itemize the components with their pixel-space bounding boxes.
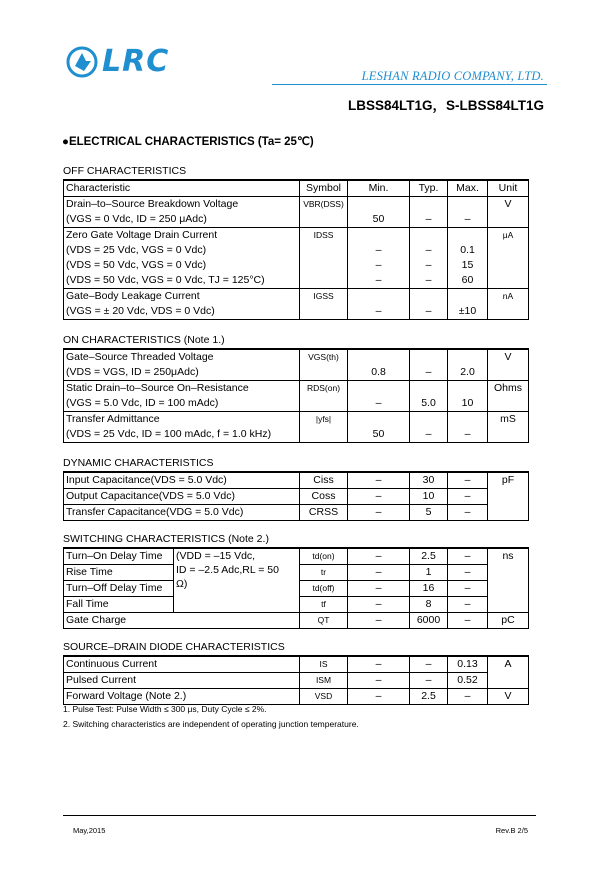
source-drain-heading: SOURCE–DRAIN DIODE CHARACTERISTICS [63, 641, 285, 653]
param-name: Drain–to–Source Breakdown Voltage [64, 197, 300, 213]
param-cond: (VDS = 50 Vdc, VGS = 0 Vdc) [64, 258, 300, 273]
footer-date: May,2015 [73, 826, 106, 835]
symbol: td(on) [300, 548, 348, 565]
max-value: – [448, 689, 488, 705]
symbol: VSD [300, 689, 348, 705]
unit: pF [488, 472, 529, 489]
header-cell: Unit [488, 180, 529, 197]
max-value: – [448, 505, 488, 521]
table-row [64, 381, 529, 397]
typ-value: 1 [410, 565, 448, 581]
symbol: tr [300, 565, 348, 581]
logo-text: LRC [102, 44, 170, 79]
cond-line: (VDD = –15 Vdc, [176, 550, 256, 562]
company-name: LESHAN RADIO COMPANY, LTD. [361, 69, 544, 83]
header-divider [272, 84, 547, 85]
table-row [64, 289, 529, 305]
min-value: – [348, 548, 410, 565]
off-table [63, 179, 529, 320]
table-row [64, 472, 529, 489]
param-name: Input Capacitance(VDS = 5.0 Vdc) [64, 472, 300, 489]
max-value: – [448, 427, 488, 443]
symbol: Coss [300, 489, 348, 505]
max-value: – [448, 472, 488, 489]
symbol: Ciss [300, 472, 348, 489]
cond-line: Ω) [176, 578, 188, 590]
param-name: Turn–Off Delay Time [64, 581, 174, 597]
min-value: – [348, 673, 410, 689]
off-heading: OFF CHARACTERISTICS [63, 165, 187, 177]
param-name: Turn–On Delay Time [64, 548, 174, 565]
unit: A [488, 656, 529, 673]
table-row [64, 396, 529, 412]
symbol: CRSS [300, 505, 348, 521]
symbol: IDSS [300, 228, 348, 244]
param-cond: (VDS = 25 Vdc, ID = 100 mAdc, f = 1.0 kHz) [64, 427, 300, 443]
min-value: – [348, 656, 410, 673]
unit: ns [488, 548, 529, 565]
param-name: Gate Charge [64, 613, 300, 629]
unit: pC [488, 613, 529, 629]
min-value: – [348, 304, 410, 320]
param-name: Transfer Capacitance(VDG = 5.0 Vdc) [64, 505, 300, 521]
max-value: ±10 [448, 304, 488, 320]
symbol: RDS(on) [300, 381, 348, 397]
max-value: 15 [448, 258, 488, 273]
param-cond: (VGS = 5.0 Vdc, ID = 100 mAdc) [64, 396, 300, 412]
footer-divider [63, 815, 536, 816]
header-cell: Typ. [410, 180, 448, 197]
max-value: 0.13 [448, 656, 488, 673]
param-name: Continuous Current [64, 656, 300, 673]
param-name: Gate–Body Leakage Current [64, 289, 300, 305]
max-value: – [448, 212, 488, 228]
min-value: – [348, 565, 410, 581]
symbol: IGSS [300, 289, 348, 305]
min-value: – [348, 689, 410, 705]
table-row [64, 349, 529, 365]
source-drain-table [63, 655, 529, 705]
typ-value: – [410, 243, 448, 258]
table-row [64, 243, 529, 258]
dynamic-heading: DYNAMIC CHARACTERISTICS [63, 457, 214, 469]
min-value: – [348, 581, 410, 597]
on-heading: ON CHARACTERISTICS (Note 1.) [63, 334, 225, 346]
cond-line: ID = –2.5 Adc,RL = 50 [176, 564, 279, 576]
header-cell: Max. [448, 180, 488, 197]
min-value: – [348, 273, 410, 289]
part-number: LBSS84LT1G，S-LBSS84LT1G [347, 98, 544, 113]
param-name: Transfer Admittance [64, 412, 300, 428]
max-value: – [448, 489, 488, 505]
table-row [64, 505, 529, 521]
typ-value: 8 [410, 597, 448, 613]
max-value: 10 [448, 396, 488, 412]
table-row [64, 412, 529, 428]
param-name: Zero Gate Voltage Drain Current [64, 228, 300, 244]
param-cond: (VDS = VGS, ID = 250μAdc) [64, 365, 300, 381]
table-header-row [64, 180, 529, 197]
max-value: 0.1 [448, 243, 488, 258]
footnote: 1. Pulse Test: Pulse Width ≤ 300 μs, Duty Cycle ≤ 2%. [63, 704, 267, 714]
table-row [64, 673, 529, 689]
typ-value: 2.5 [410, 689, 448, 705]
switching-conditions [174, 548, 300, 613]
table-row [64, 656, 529, 673]
typ-value: 30 [410, 472, 448, 489]
param-cond: (VDS = 50 Vdc, VGS = 0 Vdc, TJ = 125°C) [64, 273, 300, 289]
table-row [64, 273, 529, 289]
table-row [64, 489, 529, 505]
symbol: ISM [300, 673, 348, 689]
unit: μA [488, 228, 529, 244]
max-value: 2.0 [448, 365, 488, 381]
param-name: Output Capacitance(VDS = 5.0 Vdc) [64, 489, 300, 505]
max-value: – [448, 613, 488, 629]
typ-value: 10 [410, 489, 448, 505]
min-value: – [348, 613, 410, 629]
max-value: 0.52 [448, 673, 488, 689]
typ-value: 5.0 [410, 396, 448, 412]
symbol: IS [300, 656, 348, 673]
unit: V [488, 197, 529, 213]
section-title: ●ELECTRICAL CHARACTERISTICS (Ta= 25℃) [62, 136, 314, 148]
switching-heading: SWITCHING CHARACTERISTICS (Note 2.) [63, 533, 269, 545]
typ-value: – [410, 212, 448, 228]
param-name: Rise Time [64, 565, 174, 581]
symbol: QT [300, 613, 348, 629]
unit: V [488, 689, 529, 705]
table-row [64, 427, 529, 443]
param-name: Gate–Source Threaded Voltage [64, 349, 300, 365]
typ-value: – [410, 656, 448, 673]
param-name: Forward Voltage (Note 2.) [64, 689, 300, 705]
typ-value: – [410, 273, 448, 289]
max-value: 60 [448, 273, 488, 289]
param-cond: (VDS = 25 Vdc, VGS = 0 Vdc) [64, 243, 300, 258]
typ-value: – [410, 427, 448, 443]
min-value: – [348, 597, 410, 613]
symbol: tf [300, 597, 348, 613]
unit: nA [488, 289, 529, 305]
switching-table [63, 547, 529, 629]
typ-value: 5 [410, 505, 448, 521]
header-cell: Characteristic [64, 180, 300, 197]
param-name: Static Drain–to–Source On–Resistance [64, 381, 300, 397]
min-value: – [348, 243, 410, 258]
typ-value: – [410, 258, 448, 273]
dynamic-table [63, 471, 529, 521]
symbol: td(off) [300, 581, 348, 597]
table-row [64, 258, 529, 273]
typ-value: 6000 [410, 613, 448, 629]
min-value: – [348, 472, 410, 489]
param-name: Fall Time [64, 597, 174, 613]
unit: Ohms [488, 381, 529, 397]
max-value: – [448, 581, 488, 597]
header-cell: Min. [348, 180, 410, 197]
param-cond: (VGS = ± 20 Vdc, VDS = 0 Vdc) [64, 304, 300, 320]
param-cond: (VGS = 0 Vdc, ID = 250 μAdc) [64, 212, 300, 228]
max-value: – [448, 565, 488, 581]
on-table [63, 348, 529, 443]
table-row [64, 304, 529, 320]
table-row [64, 689, 529, 705]
min-value: – [348, 489, 410, 505]
footer-revision: Rev.B 2/5 [495, 826, 528, 835]
min-value: – [348, 258, 410, 273]
symbol: VGS(th) [300, 349, 348, 365]
lrc-logo-icon [66, 46, 98, 78]
min-value: 0.8 [348, 365, 410, 381]
typ-value: 16 [410, 581, 448, 597]
unit: mS [488, 412, 529, 428]
lrc-logo [66, 46, 169, 78]
header-cell: Symbol [300, 180, 348, 197]
table-row [64, 365, 529, 381]
typ-value: – [410, 304, 448, 320]
typ-value: – [410, 365, 448, 381]
symbol: |yfs| [300, 412, 348, 428]
max-value: – [448, 548, 488, 565]
typ-value: – [410, 673, 448, 689]
min-value: – [348, 505, 410, 521]
table-row [64, 613, 529, 629]
typ-value: 2.5 [410, 548, 448, 565]
footnote: 2. Switching characteristics are independent of operating junction temperature. [63, 719, 359, 729]
max-value: – [448, 597, 488, 613]
symbol: VBR(DSS) [300, 197, 348, 213]
param-name: Pulsed Current [64, 673, 300, 689]
min-value: 50 [348, 212, 410, 228]
unit: V [488, 349, 529, 365]
table-row [64, 228, 529, 244]
table-row [64, 548, 529, 565]
table-row [64, 212, 529, 228]
min-value: 50 [348, 427, 410, 443]
min-value: – [348, 396, 410, 412]
table-row [64, 197, 529, 213]
